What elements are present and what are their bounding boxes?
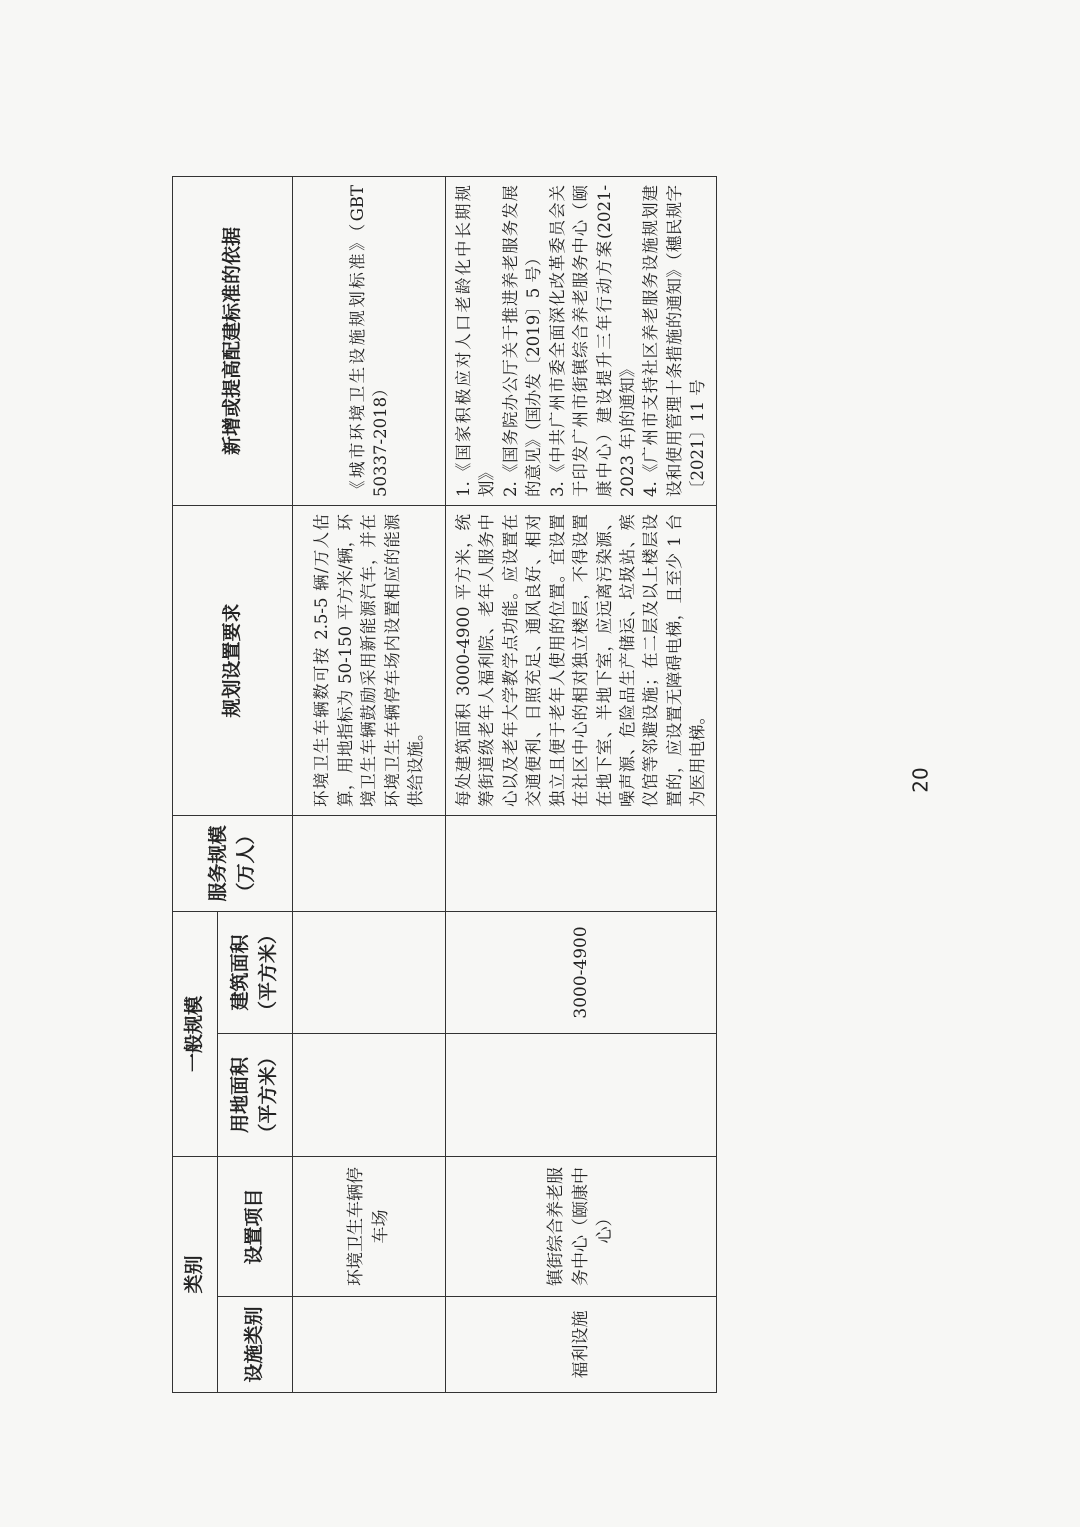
header-requirements: 规划设置要求 — [173, 505, 293, 815]
cell-project: 环境卫生车辆停车场 — [293, 1156, 446, 1296]
cell-building-area: 3000-4900 — [446, 911, 717, 1033]
cell-requirements: 环境卫生车辆数可按 2.5-5 辆/万人估算，用地指标为 50-150 平方米/辆，环境卫生车辆鼓励采用新能源汽车，并在环境卫生车辆停车场内设置相应的能源供给设施。 — [293, 505, 446, 815]
header-land-area: 用地面积（平方米） — [218, 1033, 293, 1156]
header-row-1 — [173, 176, 218, 1392]
cell-basis: 《城市环境卫生设施规划标准》（GBT 50337-2018） — [293, 176, 446, 505]
header-project: 设置项目 — [218, 1156, 293, 1296]
cell-building-area — [293, 911, 446, 1033]
cell-service-scale — [446, 815, 717, 911]
cell-requirements: 每处建筑面积 3000-4900 平方米，统筹街道级老年人福利院、老年人服务中心以及老年大学教学点功能。应设置在交通便利、日照充足、通风良好、相对独立且便于老年人使用的位置。宜设置在社区中心的相对独立楼层，不得设置在地下室、半地下室，应远离污染源、噪声源、危险品生产储运、垃圾站、殡仪馆等邻避设施；在二层及以上楼层设置的，应设置无障碍电梯，且至少 1 台为医用电梯。 — [446, 505, 717, 815]
header-scale-group: 一般规模 — [173, 911, 218, 1156]
table-row — [293, 176, 446, 1392]
cell-land-area — [446, 1033, 717, 1156]
cell-service-scale — [293, 815, 446, 911]
cell-facility-category: 福利设施 — [446, 1297, 717, 1393]
header-service-scale: 服务规模（万人） — [173, 815, 293, 911]
header-building-area: 建筑面积（平方米） — [218, 911, 293, 1033]
cell-project: 镇街综合养老服务中心（颐康中心） — [446, 1156, 717, 1296]
facility-standards-table — [172, 176, 717, 1393]
table-row — [446, 176, 717, 1392]
cell-land-area — [293, 1033, 446, 1156]
header-facility-category: 设施类别 — [218, 1297, 293, 1393]
header-basis: 新增或提高配建标准的依据 — [173, 176, 293, 505]
header-category-group: 类别 — [173, 1156, 218, 1392]
cell-basis: 1.《国家积极应对人口老龄化中长期规划》 2.《国务院办公厅关于推进养老服务发展的意见》（国办发〔2019〕5 号） 3.《中共广州市委全面深化改革委员会关于印发广州市街镇综合养老服务中心（颐康中心）建设提升三年行动方案(2021-2023 年)的通知》 4.《广州市支持社区养老服务设施规划建设和使用管理十条措施的通知》（穗民规字〔2021〕11 号 — [446, 176, 717, 505]
page-number: 20 — [908, 767, 933, 793]
rotated-page-content — [172, 177, 710, 1393]
cell-facility-category — [293, 1297, 446, 1393]
